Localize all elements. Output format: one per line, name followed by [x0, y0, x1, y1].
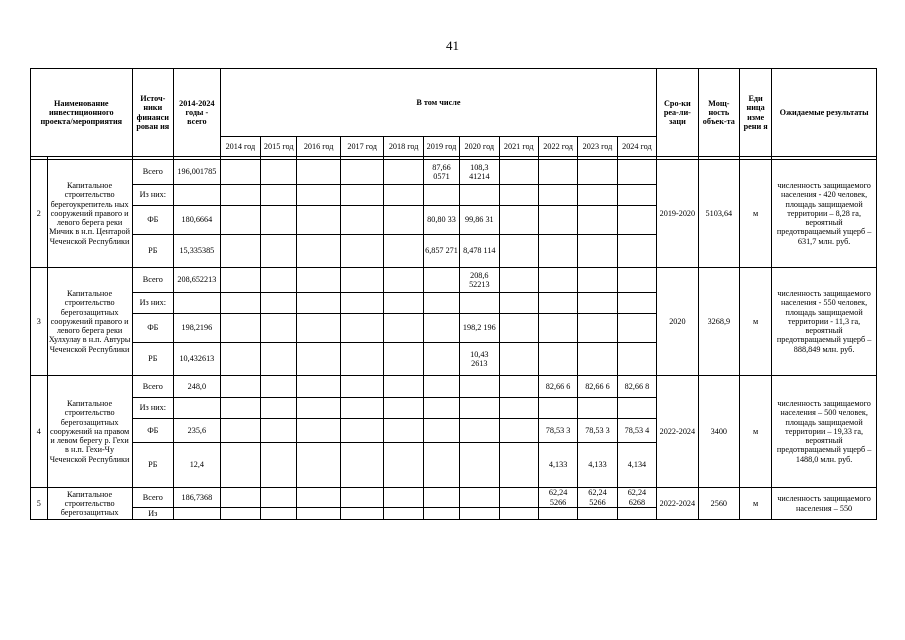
project-power: 2560 — [698, 488, 739, 520]
funding-source: Всего — [132, 160, 173, 185]
total-value: 180,6664 — [174, 206, 221, 235]
year-value — [220, 419, 260, 443]
total-value: 208,652213 — [174, 268, 221, 293]
project-name: Капитальное строительство берегозащитных сооружений правого и левого берега реки Хулхулау в н.п. Автуры Чеченской Республики — [47, 268, 132, 376]
year-value — [220, 206, 260, 235]
year-value — [384, 235, 423, 268]
year-value — [538, 508, 577, 520]
total-value — [174, 398, 221, 419]
year-value — [578, 508, 617, 520]
funding-source: РБ — [132, 443, 173, 488]
year-value: 62,24 5266 — [578, 488, 617, 508]
year-value — [261, 206, 297, 235]
year-value — [499, 206, 538, 235]
total-value — [174, 293, 221, 314]
year-value — [423, 508, 459, 520]
year-value — [340, 293, 384, 314]
total-value: 235,6 — [174, 419, 221, 443]
funding-source: Из — [132, 508, 173, 520]
year-value — [423, 293, 459, 314]
year-value — [340, 268, 384, 293]
year-value — [384, 314, 423, 343]
year-value — [220, 160, 260, 185]
year-value — [340, 376, 384, 398]
year-value — [423, 343, 459, 376]
year-value — [578, 185, 617, 206]
table-row — [31, 488, 877, 508]
year-header: 2024 год — [617, 137, 656, 157]
year-value — [499, 508, 538, 520]
year-value: 82,66 8 — [617, 376, 656, 398]
year-value: 80,80 33 — [423, 206, 459, 235]
year-value — [384, 343, 423, 376]
year-value — [261, 508, 297, 520]
year-value — [384, 185, 423, 206]
year-value — [297, 314, 341, 343]
year-value — [384, 160, 423, 185]
year-value — [460, 443, 499, 488]
year-value — [384, 398, 423, 419]
year-value — [261, 268, 297, 293]
year-value — [340, 185, 384, 206]
year-header: 2020 год — [460, 137, 499, 157]
year-header: 2014 год — [220, 137, 260, 157]
year-value — [617, 235, 656, 268]
year-value — [384, 419, 423, 443]
year-value — [384, 268, 423, 293]
year-value — [460, 376, 499, 398]
year-value — [261, 488, 297, 508]
project-results: численность защищаемого населения – 550 — [772, 488, 877, 520]
total-value: 15,335385 — [174, 235, 221, 268]
year-value — [384, 508, 423, 520]
header-deadline: Сро-ки реа-ли-заци — [657, 69, 698, 157]
year-value — [499, 488, 538, 508]
year-value — [499, 398, 538, 419]
funding-source: РБ — [132, 235, 173, 268]
investment-projects-table — [30, 68, 877, 520]
year-value — [297, 160, 341, 185]
year-value — [423, 398, 459, 419]
project-unit: м — [740, 376, 772, 488]
total-value — [174, 185, 221, 206]
year-value — [617, 160, 656, 185]
year-header: 2015 год — [261, 137, 297, 157]
year-value — [538, 206, 577, 235]
year-value — [538, 314, 577, 343]
year-header: 2021 год — [499, 137, 538, 157]
year-value — [617, 398, 656, 419]
header-results: Ожидаемые результаты — [772, 69, 877, 157]
year-value — [538, 160, 577, 185]
total-value: 198,2196 — [174, 314, 221, 343]
year-value — [297, 268, 341, 293]
year-value: 78,53 4 — [617, 419, 656, 443]
project-deadline: 2022-2024 — [657, 376, 698, 488]
year-value — [340, 443, 384, 488]
year-value — [384, 443, 423, 488]
project-power: 3400 — [698, 376, 739, 488]
header-power: Мощ-ность объек-та — [698, 69, 739, 157]
year-value — [460, 508, 499, 520]
header-name: Наименование инвестиционного проекта/мероприятия — [31, 69, 133, 157]
page-number: 41 — [446, 38, 459, 53]
year-value — [340, 314, 384, 343]
year-value — [340, 206, 384, 235]
year-value — [220, 398, 260, 419]
year-value — [578, 314, 617, 343]
year-value — [340, 398, 384, 419]
year-value — [220, 343, 260, 376]
year-value — [460, 293, 499, 314]
table-row — [31, 160, 877, 185]
year-value: 108,3 41214 — [460, 160, 499, 185]
funding-source: ФБ — [132, 314, 173, 343]
year-value — [220, 314, 260, 343]
year-value — [384, 293, 423, 314]
year-value — [261, 185, 297, 206]
funding-source: ФБ — [132, 206, 173, 235]
funding-source: ФБ — [132, 419, 173, 443]
year-value: 4,134 — [617, 443, 656, 488]
project-name: Капитальное строительство берегоукрепитель ных сооружений правого и левого берега реки Мичик в н.п. Центарой Чеченской Республики — [47, 160, 132, 268]
year-value — [538, 293, 577, 314]
funding-source: Всего — [132, 376, 173, 398]
project-results: численность защищаемого населения – 500 человек, площадь защищаемой территории – 19,33 га, вероятный предотвращаемый ущерб – 1488,0 млн. руб. — [772, 376, 877, 488]
year-value — [384, 206, 423, 235]
year-value — [340, 419, 384, 443]
year-value — [261, 160, 297, 185]
year-value: 208,6 52213 — [460, 268, 499, 293]
year-value — [617, 185, 656, 206]
project-unit: м — [740, 488, 772, 520]
year-value: 6,857 271 — [423, 235, 459, 268]
year-value — [423, 314, 459, 343]
year-value: 198,2 196 — [460, 314, 499, 343]
year-value — [499, 268, 538, 293]
header-including: В том числе — [220, 69, 656, 137]
year-value — [220, 443, 260, 488]
year-value — [538, 343, 577, 376]
year-value — [261, 235, 297, 268]
year-value — [423, 443, 459, 488]
header-source: Источ-ники финанси рован ия — [132, 69, 173, 157]
year-value — [617, 508, 656, 520]
year-value — [499, 343, 538, 376]
year-value — [340, 488, 384, 508]
project-deadline: 2020 — [657, 268, 698, 376]
project-name: Капитальное строительство берегозащитных сооружений на правом и левом берегу р. Гехи в н.п. Гехи-Чу Чеченской Республики — [47, 376, 132, 488]
funding-source: Всего — [132, 488, 173, 508]
project-power: 5103,64 — [698, 160, 739, 268]
year-value — [460, 398, 499, 419]
funding-source: Всего — [132, 268, 173, 293]
year-value — [297, 419, 341, 443]
year-value — [297, 235, 341, 268]
year-value — [617, 343, 656, 376]
year-value — [340, 508, 384, 520]
year-value — [423, 376, 459, 398]
project-power: 3268,9 — [698, 268, 739, 376]
year-value — [423, 185, 459, 206]
year-value — [340, 343, 384, 376]
year-value — [423, 268, 459, 293]
year-value — [297, 185, 341, 206]
year-value — [220, 376, 260, 398]
total-value: 10,432613 — [174, 343, 221, 376]
year-value — [220, 293, 260, 314]
year-value — [297, 443, 341, 488]
project-deadline: 2022-2024 — [657, 488, 698, 520]
year-value — [578, 268, 617, 293]
year-value — [578, 293, 617, 314]
header-unit: Еди ница изме рени я — [740, 69, 772, 157]
project-results: численность защищаемого населения - 550 человек, площадь защищаемой территории - 11,3 га, вероятный предотвращаемый ущерб – 888,849 млн. руб. — [772, 268, 877, 376]
year-value: 8,478 114 — [460, 235, 499, 268]
year-value — [297, 343, 341, 376]
year-value — [499, 293, 538, 314]
project-deadline: 2019-2020 — [657, 160, 698, 268]
year-value: 62,24 5266 — [538, 488, 577, 508]
year-value — [617, 314, 656, 343]
project-number: 3 — [31, 268, 48, 376]
project-results: численность защищаемого населения - 420 человек, площадь защищаемой территории – 8,28 га, вероятный предотвращаемый ущерб – 631,7 млн. руб. — [772, 160, 877, 268]
year-value — [261, 443, 297, 488]
year-value — [220, 235, 260, 268]
year-value: 87,66 0571 — [423, 160, 459, 185]
year-value — [538, 268, 577, 293]
year-value — [220, 185, 260, 206]
year-value — [499, 235, 538, 268]
table-row — [31, 268, 877, 293]
total-value: 196,001785 — [174, 160, 221, 185]
total-value: 186,7368 — [174, 488, 221, 508]
year-value — [423, 488, 459, 508]
year-value — [578, 398, 617, 419]
year-value — [578, 160, 617, 185]
year-value — [460, 488, 499, 508]
year-value — [261, 343, 297, 376]
year-header: 2022 год — [538, 137, 577, 157]
year-value: 78,53 3 — [538, 419, 577, 443]
table-row — [31, 376, 877, 398]
year-value — [499, 376, 538, 398]
year-value — [297, 206, 341, 235]
year-header: 2017 год — [340, 137, 384, 157]
funding-source: Из них: — [132, 293, 173, 314]
year-value: 10,43 2613 — [460, 343, 499, 376]
project-unit: м — [740, 268, 772, 376]
year-value — [261, 376, 297, 398]
year-value: 82,66 6 — [538, 376, 577, 398]
year-value — [538, 235, 577, 268]
year-value — [261, 314, 297, 343]
year-value — [617, 293, 656, 314]
year-header: 2018 год — [384, 137, 423, 157]
year-value: 4,133 — [538, 443, 577, 488]
year-value: 99,86 31 — [460, 206, 499, 235]
total-value: 248,0 — [174, 376, 221, 398]
year-header: 2019 год — [423, 137, 459, 157]
year-value — [617, 268, 656, 293]
year-value — [261, 398, 297, 419]
funding-source: РБ — [132, 343, 173, 376]
funding-source: Из них: — [132, 185, 173, 206]
year-value: 4,133 — [578, 443, 617, 488]
year-value — [297, 293, 341, 314]
year-header: 2016 год — [297, 137, 341, 157]
year-value: 62,24 6268 — [617, 488, 656, 508]
year-value — [578, 235, 617, 268]
year-value — [340, 160, 384, 185]
year-value — [578, 206, 617, 235]
year-value — [499, 419, 538, 443]
year-header: 2023 год — [578, 137, 617, 157]
year-value — [384, 488, 423, 508]
year-value — [617, 206, 656, 235]
year-value: 82,66 6 — [578, 376, 617, 398]
year-value — [499, 443, 538, 488]
year-value — [499, 314, 538, 343]
year-value — [297, 508, 341, 520]
year-value — [499, 185, 538, 206]
year-value — [261, 419, 297, 443]
funding-source: Из них: — [132, 398, 173, 419]
project-unit: м — [740, 160, 772, 268]
project-number: 4 — [31, 376, 48, 488]
year-value — [261, 293, 297, 314]
year-value — [297, 376, 341, 398]
year-value — [340, 235, 384, 268]
year-value — [297, 398, 341, 419]
project-number: 2 — [31, 160, 48, 268]
year-value — [499, 160, 538, 185]
year-value — [423, 419, 459, 443]
year-value — [460, 419, 499, 443]
year-value — [538, 185, 577, 206]
year-value — [220, 508, 260, 520]
year-value — [220, 488, 260, 508]
year-value — [538, 398, 577, 419]
year-value — [384, 376, 423, 398]
total-value: 12,4 — [174, 443, 221, 488]
project-name: Капитальное строительство берегозащитных — [47, 488, 132, 520]
header-total: 2014-2024 годы - всего — [174, 69, 221, 157]
year-value — [578, 343, 617, 376]
year-value: 78,53 3 — [578, 419, 617, 443]
total-value — [174, 508, 221, 520]
project-number: 5 — [31, 488, 48, 520]
year-value — [460, 185, 499, 206]
year-value — [297, 488, 341, 508]
year-value — [220, 268, 260, 293]
